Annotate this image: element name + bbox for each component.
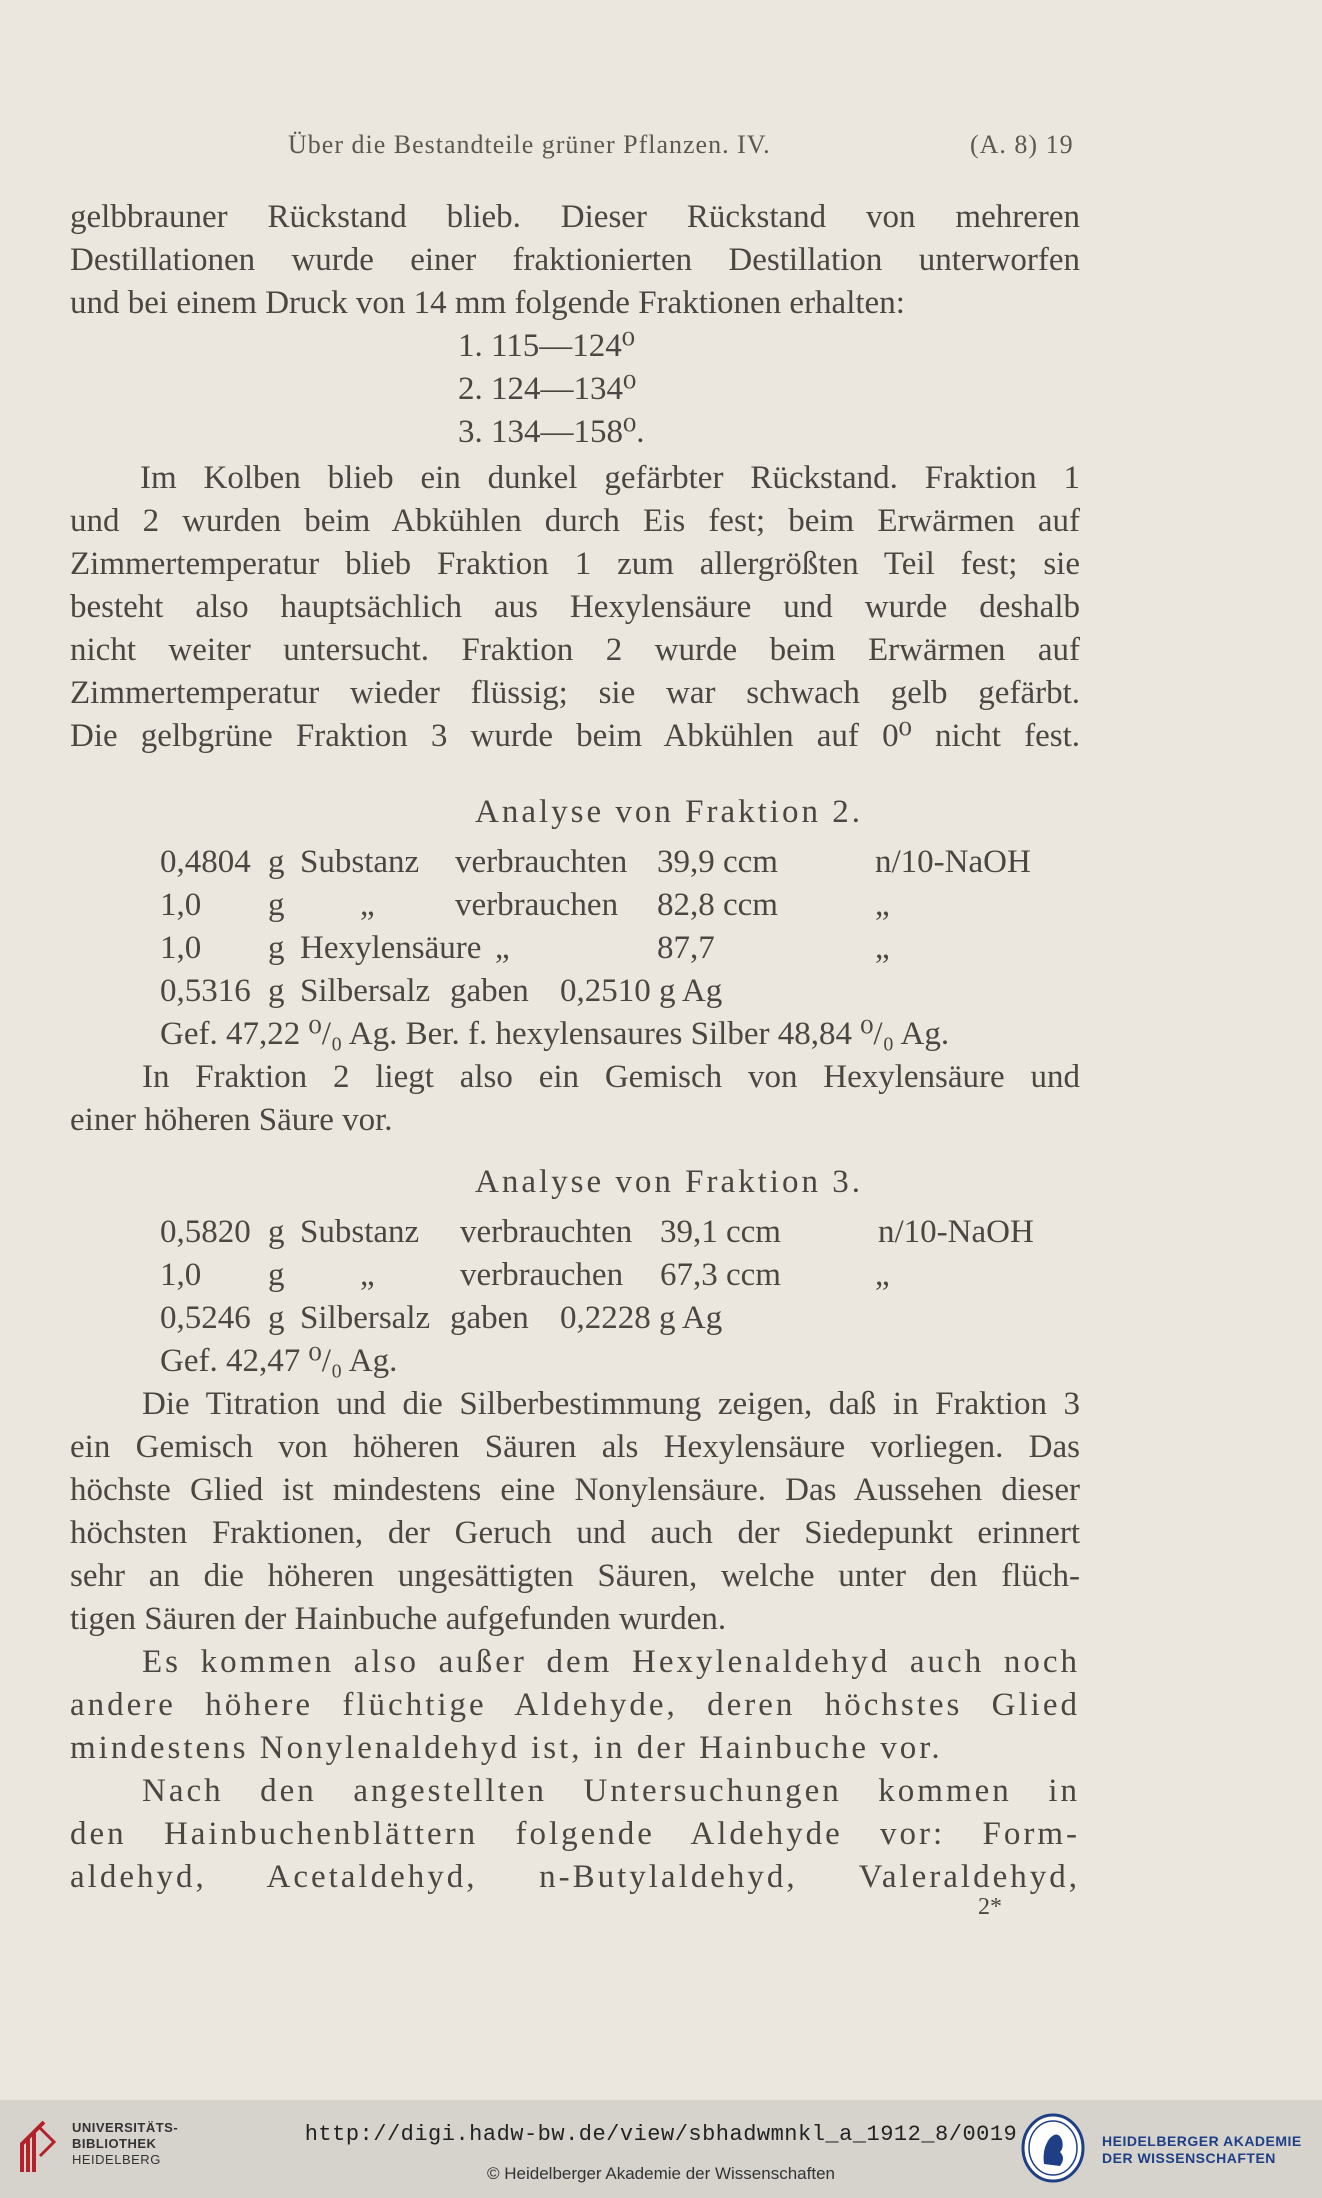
cell: gaben xyxy=(450,1300,529,1336)
text-line: Destillationen wurde einer fraktionierten Destillation unterworfen xyxy=(70,242,1080,278)
text-line: nicht weiter untersucht. Fraktion 2 wurde beim Erwärmen auf xyxy=(70,632,1080,668)
cell: g xyxy=(268,1257,285,1293)
fraction-item: 2. 124—134⁰ xyxy=(458,371,637,407)
cell: 0,5246 xyxy=(160,1300,251,1336)
cell: 1,0 xyxy=(160,887,202,923)
cell: 1,0 xyxy=(160,1257,202,1293)
analysis-result: Gef. 47,22 ⁰/₀ Ag. Ber. f. hexylensaures Silber 48,84 ⁰/₀ Ag. xyxy=(160,1016,950,1052)
cell: 39,9 ccm xyxy=(657,844,778,880)
academy-seal-icon xyxy=(1020,2112,1086,2184)
cell: 82,8 ccm xyxy=(657,887,778,923)
cell: g xyxy=(268,930,285,966)
cell: verbrauchen xyxy=(460,1257,624,1293)
cell: 0,5820 xyxy=(160,1214,251,1250)
cell: 39,1 ccm xyxy=(660,1214,781,1250)
running-title: Über die Bestandteile grüner Pflanzen. IV. xyxy=(288,130,771,159)
cell: 0,4804 xyxy=(160,844,251,880)
section-heading: Analyse von Fraktion 2. xyxy=(475,794,863,830)
cell: „ xyxy=(875,930,890,966)
section-heading: Analyse von Fraktion 3. xyxy=(475,1164,863,1200)
text-line: höchsten Fraktionen, der Geruch und auch der Siedepunkt erinnert xyxy=(70,1515,1080,1551)
text-line: und 2 wurden beim Abkühlen durch Eis fest; beim Erwärmen auf xyxy=(70,503,1080,539)
text-line: Die Titration und die Silberbestimmung zeigen, daß in Fraktion 3 xyxy=(142,1386,1080,1422)
text-line: höchste Glied ist mindestens eine Nonylensäure. Das Aussehen dieser xyxy=(70,1472,1080,1508)
copyright-notice: © Heidelberger Akademie der Wissenschaften xyxy=(487,2164,835,2183)
fraction-item: 3. 134—158⁰. xyxy=(458,414,645,450)
text-line: Zimmertemperatur wieder flüssig; sie war schwach gelb gefärbt. xyxy=(70,675,1080,711)
cell: n/10-NaOH xyxy=(875,844,1031,880)
footer-bar xyxy=(0,2100,1322,2198)
cell: verbrauchen xyxy=(455,887,619,923)
cell: verbrauchten xyxy=(455,844,628,880)
cell: g xyxy=(268,1300,285,1336)
cell: 0,2510 g Ag xyxy=(560,973,723,1009)
academy-line: HEIDELBERGER AKADEMIE xyxy=(1102,2133,1302,2149)
signature-mark: 2* xyxy=(978,1894,1002,1920)
text-line: den Hainbuchenblättern folgende Aldehyde vor: Form- xyxy=(70,1816,1080,1852)
text-line: gelbbrauner Rückstand blieb. Dieser Rückstand von mehreren xyxy=(70,199,1080,235)
ub-line: HEIDELBERG xyxy=(72,2152,161,2167)
cell: 0,2228 g Ag xyxy=(560,1300,723,1336)
text-line: Zimmertemperatur blieb Fraktion 1 zum allergrößten Teil fest; sie xyxy=(70,546,1080,582)
text-line: mindestens Nonylenaldehyd ist, in der Hainbuche vor. xyxy=(70,1730,943,1766)
cell: 1,0 xyxy=(160,930,202,966)
academy-name xyxy=(1102,2133,1302,2167)
cell: Substanz xyxy=(300,1214,420,1250)
academy-line: DER WISSENSCHAFTEN xyxy=(1102,2150,1276,2166)
page-reference: (A. 8) 19 xyxy=(970,130,1074,159)
cell: „ xyxy=(875,887,890,923)
text-line: tigen Säuren der Hainbuche aufgefunden wurden. xyxy=(70,1601,727,1637)
cell: Hexylensäure xyxy=(300,930,482,966)
cell: gaben xyxy=(450,973,529,1009)
text-line: aldehyd, Acetaldehyd, n-Butylaldehyd, Valeraldehyd, xyxy=(70,1859,1080,1895)
cell: „ xyxy=(360,887,375,923)
cell: g xyxy=(268,973,285,1009)
text-line: und bei einem Druck von 14 mm folgende Fraktionen erhalten: xyxy=(70,285,905,321)
text-line: sehr an die höheren ungesättigten Säuren, welche unter den flüch- xyxy=(70,1558,1080,1594)
cell: „ xyxy=(875,1257,890,1293)
text-line: ein Gemisch von höheren Säuren als Hexylensäure vorliegen. Das xyxy=(70,1429,1080,1465)
fraction-item: 1. 115—124⁰ xyxy=(458,328,636,364)
cell: g xyxy=(268,1214,285,1250)
ub-line: BIBLIOTHEK xyxy=(72,2136,157,2151)
analysis-result: Gef. 42,47 ⁰/₀ Ag. xyxy=(160,1343,398,1379)
text-line: einer höheren Säure vor. xyxy=(70,1102,393,1138)
text-line: besteht also hauptsächlich aus Hexylensäure und wurde deshalb xyxy=(70,589,1080,625)
ub-line: UNIVERSITÄTS- xyxy=(72,2120,179,2135)
text-line: In Fraktion 2 liegt also ein Gemisch von Hexylensäure und xyxy=(142,1059,1080,1095)
text-line: andere höhere flüchtige Aldehyde, deren höchstes Glied xyxy=(70,1687,1080,1723)
cell: Substanz xyxy=(300,844,420,880)
text-line: Die gelbgrüne Fraktion 3 wurde beim Abkühlen auf 0⁰ nicht fest. xyxy=(70,718,1080,754)
cell: n/10-NaOH xyxy=(878,1214,1034,1250)
cell: 87,7 xyxy=(657,930,715,966)
document-url-link[interactable]: http://digi.hadw-bw.de/view/sbhadwmnkl_a_1912_8/0019 xyxy=(304,2122,1018,2147)
text-line: Im Kolben blieb ein dunkel gefärbter Rückstand. Fraktion 1 xyxy=(140,460,1080,496)
cell: Silbersalz xyxy=(300,973,431,1009)
cell: „ xyxy=(495,930,510,966)
text-line: Es kommen also außer dem Hexylenaldehyd auch noch xyxy=(142,1644,1080,1680)
cell: 67,3 ccm xyxy=(660,1257,781,1293)
cell: verbrauchten xyxy=(460,1214,633,1250)
cell: g xyxy=(268,887,285,923)
cell: „ xyxy=(360,1257,375,1293)
cell: g xyxy=(268,844,285,880)
cell: Silbersalz xyxy=(300,1300,431,1336)
cell: 0,5316 xyxy=(160,973,251,1009)
text-line: Nach den angestellten Untersuchungen kommen in xyxy=(142,1773,1080,1809)
